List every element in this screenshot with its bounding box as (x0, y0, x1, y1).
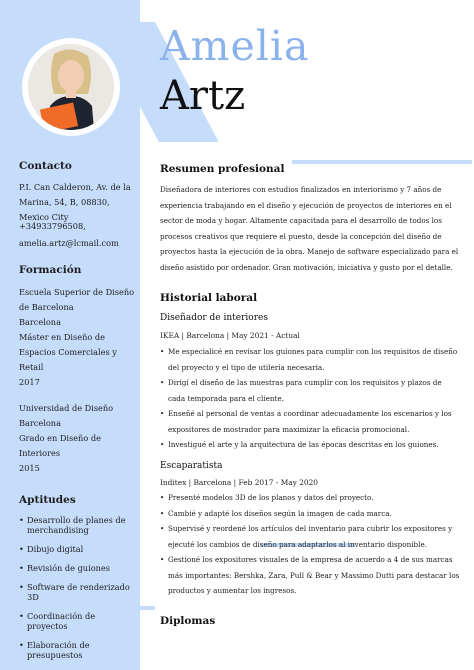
education-heading: Formación (19, 264, 82, 276)
education-entry (19, 401, 137, 476)
diplomas-heading: Diplomas (160, 615, 216, 627)
contact-email: amelia.artz@lcmail.com (19, 238, 119, 248)
job-bullet: • Investigué el arte y la arquitectura de las épocas descritas en los guiones. (160, 437, 460, 453)
contact-phone: +34933796508, (19, 221, 86, 231)
skill-item: • Dibujo digital (19, 544, 137, 554)
skill-item: • Desarrollo de planes de merchandising (19, 515, 137, 535)
education-entry (19, 285, 137, 390)
avatar (28, 44, 114, 130)
education-school: Escuela Superior de Diseño de Barcelona (19, 287, 135, 312)
contact-heading: Contacto (19, 160, 72, 172)
education-year: 2015 (19, 463, 40, 473)
education-year: 2017 (19, 377, 40, 387)
job-bullet: • Presenté modelos 3D de los planos y datos del proyecto. (160, 490, 460, 506)
job-bullet: • Dirigí el diseño de las muestras para cumplir con los requisitos y plazos de cada temporada para el cliente. (160, 375, 460, 406)
summary-heading: Resumen profesional (160, 163, 285, 175)
skill-item: • Software de renderizado 3D (19, 582, 137, 602)
divider-line (292, 160, 472, 164)
education-degree: Máster en Diseño de Espacios Comerciales y Retail (19, 332, 117, 372)
job-bullet: • Me especialicé en revisar los guiones para cumplir con los requisitos de diseño del proyecto y el tipo de utilería necesaria. (160, 344, 460, 375)
job-bullet: • Cambié y adapté los diseños según la imagen de cada marca. (160, 506, 460, 522)
history-heading: Historial laboral (160, 292, 258, 304)
education-school: Universidad de Diseño (19, 403, 114, 413)
job-title: Escaparatista (160, 461, 223, 471)
job-bullets (160, 344, 460, 453)
skill-item: • Elaboración de presupuestos (19, 640, 137, 660)
job-title: Diseñador de interiores (160, 313, 268, 323)
contact-address: P.I. Can Calderon, Av. de la Marina, 54, B, 08830, Mexico City (19, 182, 131, 222)
education-degree: Grado en Diseño de Interiores (19, 433, 101, 458)
education-city: Barcelona (19, 418, 61, 428)
name-last: Artz (160, 73, 246, 119)
job-meta: Inditex | Barcelona | Feb 2017 - May 2020 (160, 478, 319, 487)
skill-item: • Revisión de guiones (19, 563, 137, 573)
skill-item: • Coordinación de proyectos (19, 611, 137, 631)
job-bullet: • Enseñé al personal de ventas a coordinar adecuadamente los escenarios y los expositores de mostrador para maximizar la eficacia promocional. (160, 406, 460, 437)
skills-list (19, 515, 137, 669)
job-bullet: • Gestioné los expositores visuales de la empresa de acuerdo a 4 de sus marcas más importantes: Bershka, Zara, Pull & Bear y Massimo Dutti para destacar los productos y aumentar los ingresos. (160, 552, 460, 599)
job-meta: IKEA | Barcelona | May 2021 - Actual (160, 331, 300, 340)
job-bullets (160, 490, 460, 599)
name-first: Amelia (160, 22, 310, 70)
job-bullet: • Supervisé y reordené los artículos del inventario para cubrir los expositores y ejecuté los cambios de diseño para adaptarlos al inventario disponible. (160, 521, 460, 552)
summary-text: Diseñadora de interiores con estudios finalizados en interiorismo y 7 años de experiencia trabajando en el diseño y ejecución de proyectos de interiores en el sector de moda y hogar. Altamente capacitada para el desarrollo de todos los procesos creativos que requiere el puesto, desde la concepción del diseño de proyectos hasta la ejecución de la obra. Manejo de software especializado para el diseño asistido por ordenador. Gran motivación, iniciativa y gusto por el detalle. (160, 185, 459, 272)
skills-heading: Aptitudes (19, 494, 76, 506)
education-city: Barcelona (19, 317, 61, 327)
